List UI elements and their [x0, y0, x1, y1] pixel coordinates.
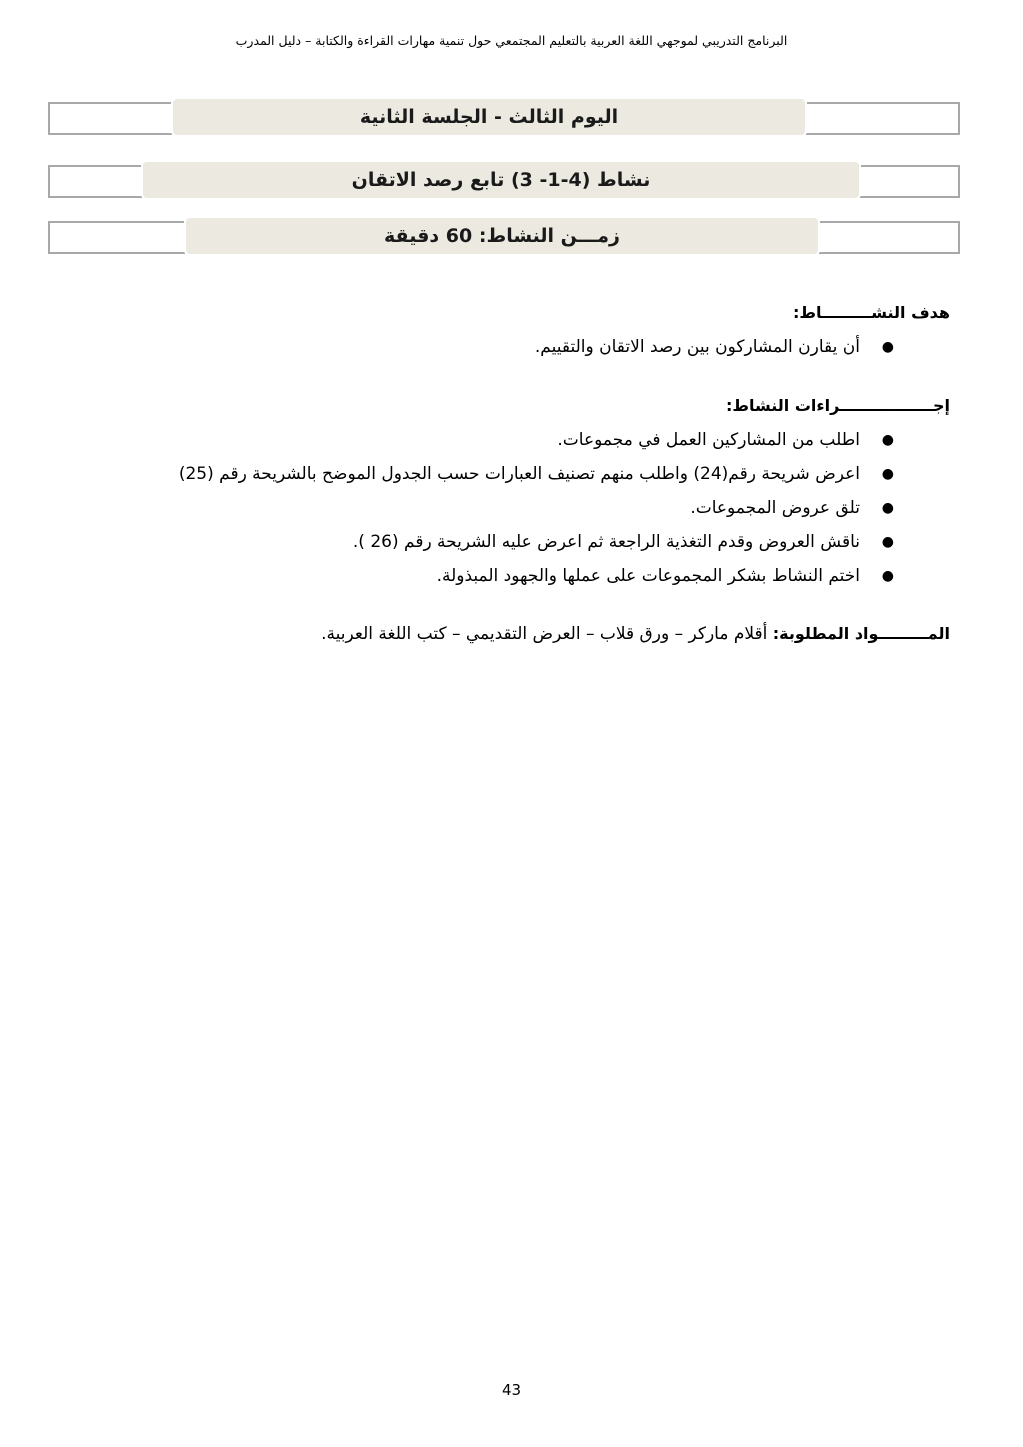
day-session-title: اليوم الثالث - الجلسة الثانية [173, 99, 805, 135]
procedures-list [70, 423, 950, 593]
activity-duration: زمـــن النشاط: 60 دقيقة [186, 218, 818, 254]
bullet-icon: ● [881, 534, 894, 550]
procedure-text: اختم النشاط بشكر المجموعات على عملها والجهود المبذولة. [436, 566, 860, 586]
bullet-icon: ● [881, 466, 894, 482]
list-item [70, 559, 950, 593]
list-item [70, 457, 950, 491]
materials-line [70, 617, 950, 651]
materials-text: أقلام ماركر – ورق قلاب – العرض التقديمي – كتب اللغة العربية. [321, 624, 768, 644]
goal-heading: هدف النشـــــــــاط: [792, 303, 950, 322]
list-item [70, 330, 950, 364]
running-header: البرنامج التدريبي لموجهي اللغة العربية بالتعليم المجتمعي حول تنمية مهارات القراءة والكتابة – دليل المدرب [235, 33, 788, 48]
goal-text: أن يقارن المشاركون بين رصد الاتقان والتقييم. [534, 337, 860, 357]
list-item [70, 491, 950, 525]
procedure-text: تلق عروض المجموعات. [690, 498, 860, 518]
procedure-text: اعرض شريحة رقم(24) واطلب منهم تصنيف العبارات حسب الجدول الموضح بالشريحة رقم (25) [178, 464, 860, 484]
duration-banner [48, 221, 960, 254]
bullet-icon: ● [881, 568, 894, 584]
bullet-icon: ● [881, 500, 894, 516]
materials-label: المـــــــــواد المطلوبة: [772, 624, 950, 643]
activity-title: نشاط (4-1- 3) تابع رصد الاتقان [143, 162, 859, 198]
activity-banner [48, 165, 960, 198]
page-content [70, 296, 950, 651]
bullet-icon: ● [881, 339, 894, 355]
list-item [70, 525, 950, 559]
page-number: 43 [501, 1381, 522, 1399]
goal-list [70, 330, 950, 364]
procedure-text: ناقش العروض وقدم التغذية الراجعة ثم اعرض عليه الشريحة رقم (26 ). [352, 532, 860, 552]
procedure-text: اطلب من المشاركين العمل في مجموعات. [557, 430, 860, 450]
list-item [70, 423, 950, 457]
bullet-icon: ● [881, 432, 894, 448]
procedures-heading: إجـــــــــــــــــراءات النشاط: [725, 396, 950, 415]
day-session-banner [48, 102, 960, 135]
